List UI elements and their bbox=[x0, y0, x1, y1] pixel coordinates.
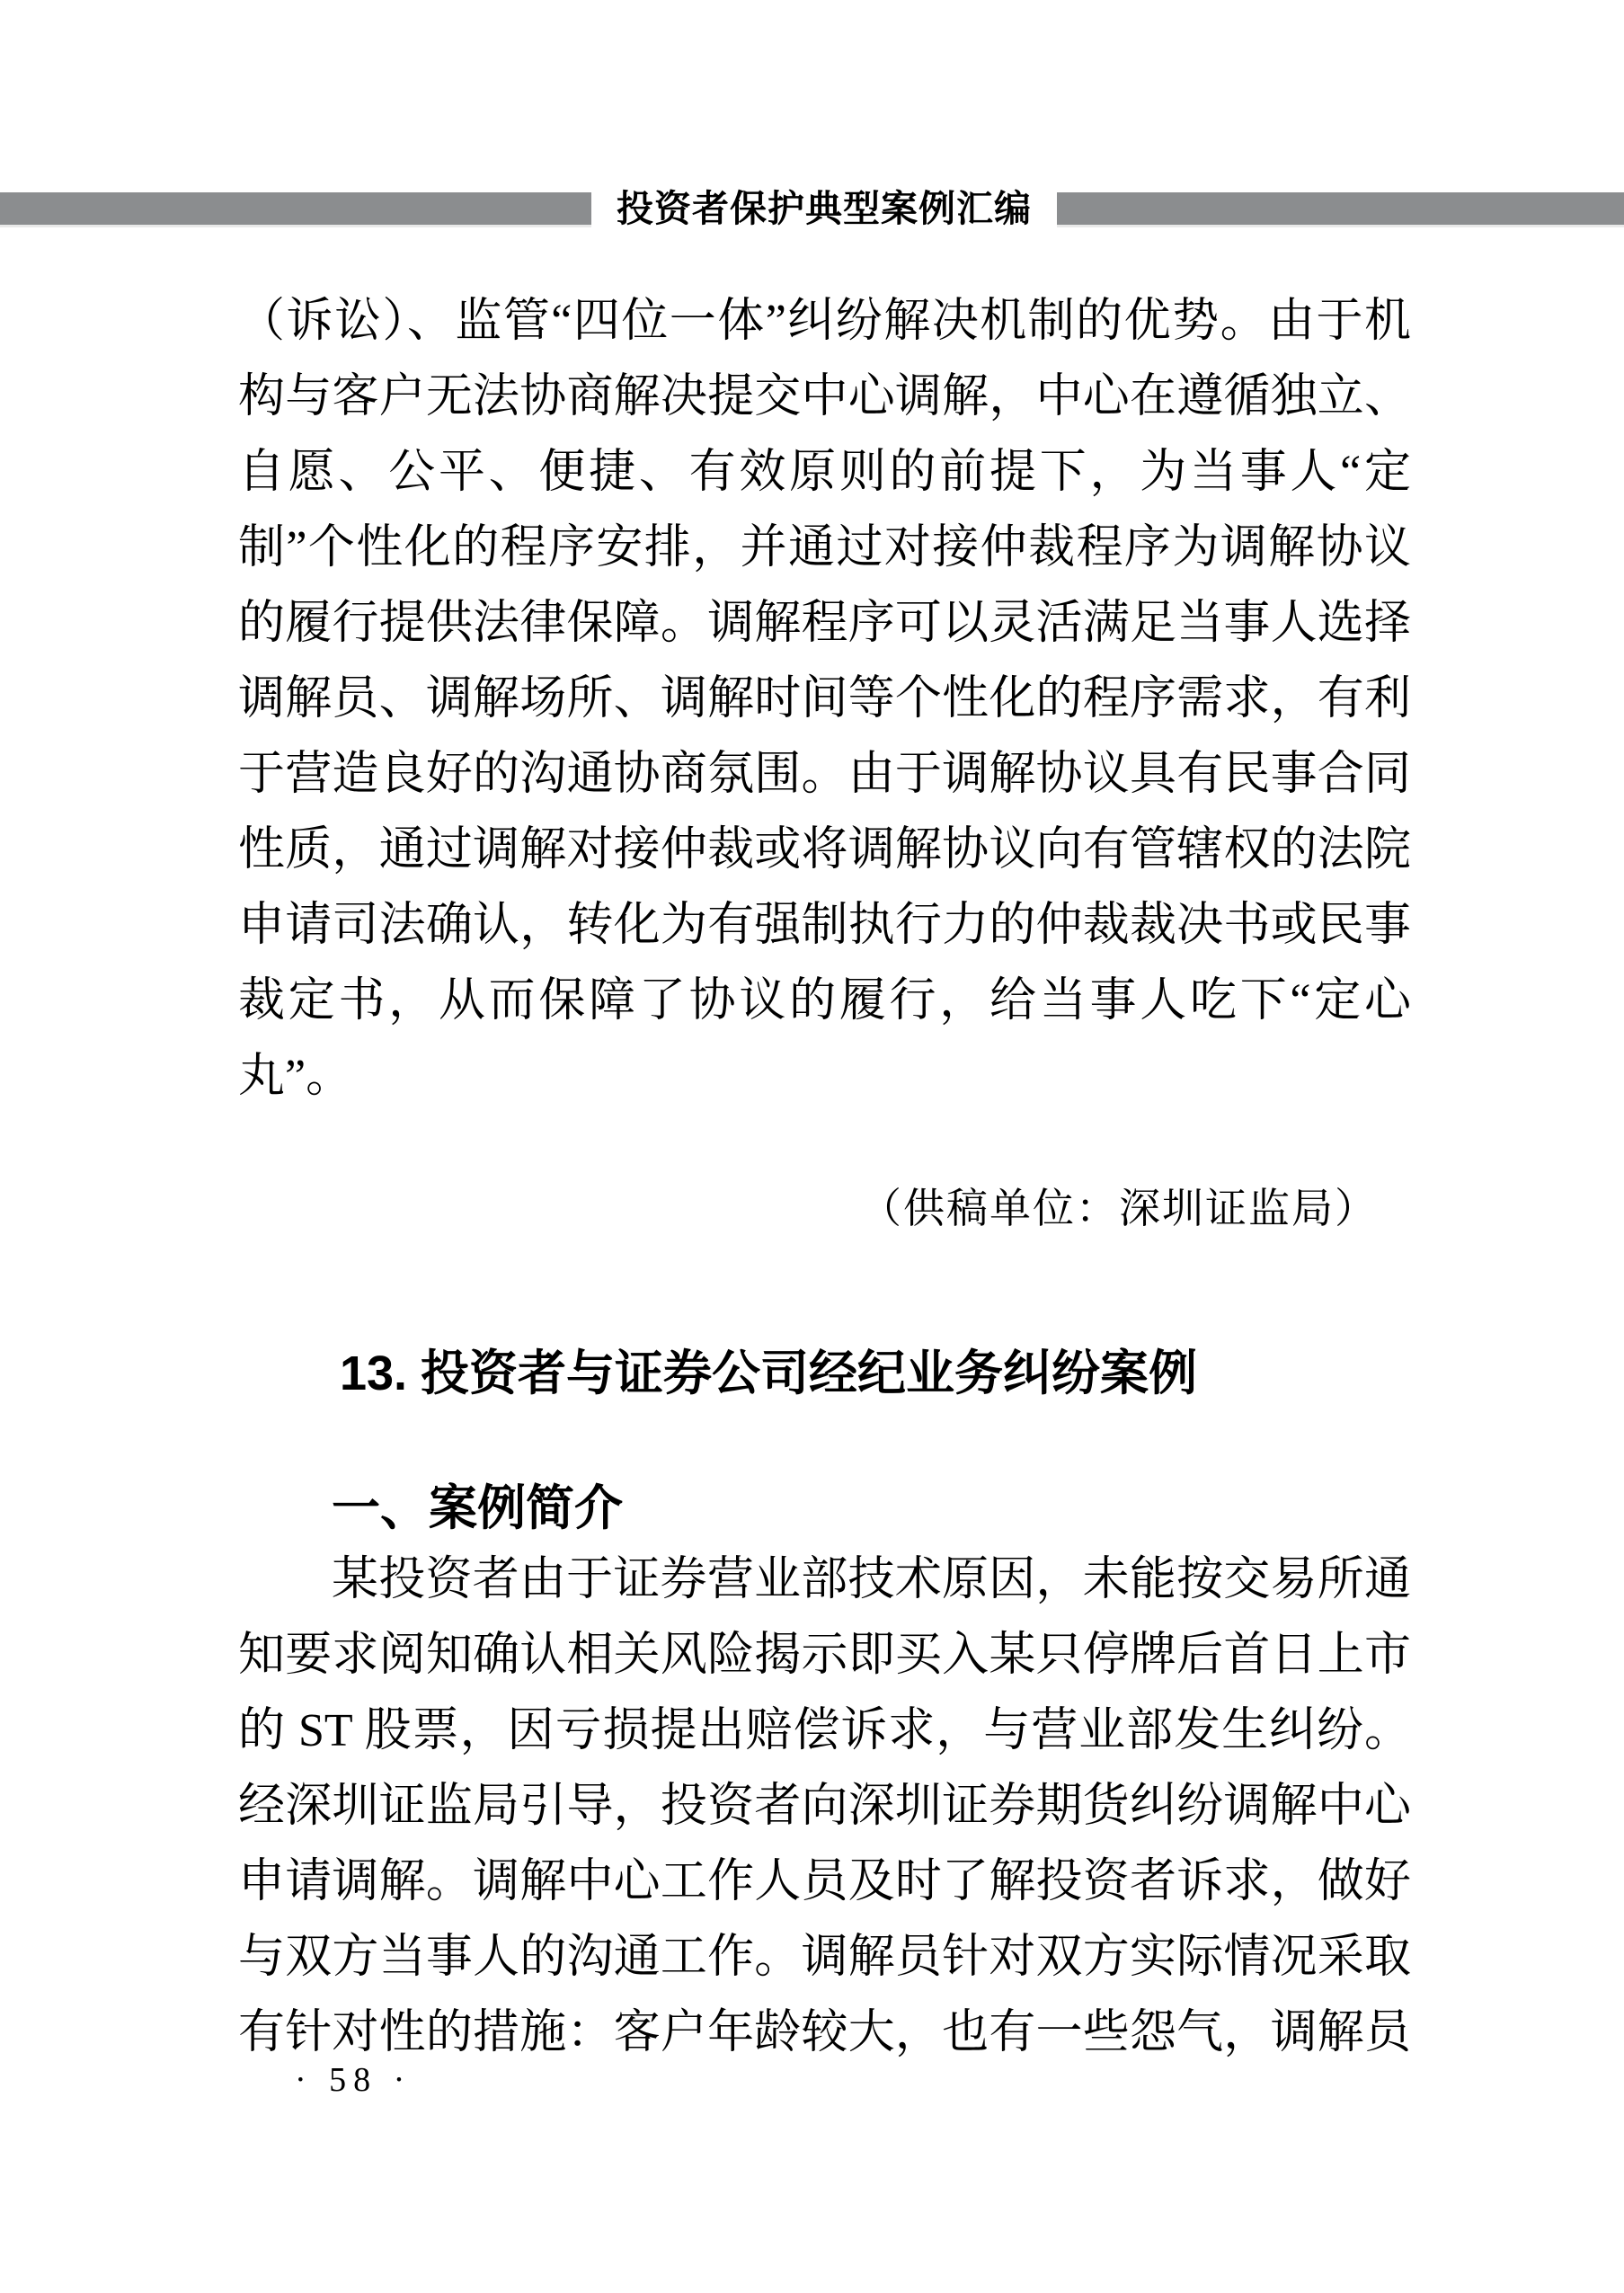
continued-paragraph bbox=[238, 284, 1411, 1115]
text-line: 经深圳证监局引导，投资者向深圳证券期货纠纷调解中心 bbox=[238, 1781, 1411, 1832]
text-line: 裁定书，从而保障了协议的履行，给当事人吃下“定心 bbox=[238, 975, 1411, 1027]
section-heading: 13. 投资者与证券公司经纪业务纠纷案例 bbox=[339, 1346, 1198, 1400]
running-header-title: 投资者保护典型案例汇编 bbox=[617, 188, 1032, 229]
attribution-line: （供稿单位：深圳证监局） bbox=[860, 1186, 1378, 1231]
text-line: 知要求阅知确认相关风险揭示即买入某只停牌后首日上市 bbox=[238, 1630, 1411, 1681]
header-right-bar bbox=[1057, 192, 1624, 227]
text-line: 构与客户无法协商解决提交中心调解，中心在遵循独立、 bbox=[238, 371, 1411, 422]
text-line: 有针对性的措施：客户年龄较大，也有一些怨气，调解员 bbox=[238, 2007, 1411, 2058]
text-line: 制”个性化的程序安排，并通过对接仲裁程序为调解协议 bbox=[238, 522, 1411, 573]
case-intro-paragraph bbox=[238, 1542, 1411, 2071]
page-number: · 58 · bbox=[295, 2061, 413, 2099]
text-line: 的 ST 股票，因亏损提出赔偿诉求，与营业部发生纠纷。 bbox=[238, 1705, 1411, 1756]
text-line: 申请司法确认，转化为有强制执行力的仲裁裁决书或民事 bbox=[238, 900, 1411, 951]
text-line: 与双方当事人的沟通工作。调解员针对双方实际情况采取 bbox=[238, 1932, 1411, 1983]
text-line: 申请调解。调解中心工作人员及时了解投资者诉求，做好 bbox=[238, 1856, 1411, 1907]
text-line: 性质，通过调解对接仲裁或将调解协议向有管辖权的法院 bbox=[238, 824, 1411, 875]
text-line: 于营造良好的沟通协商氛围。由于调解协议具有民事合同 bbox=[238, 749, 1411, 800]
text-line: 丸”。 bbox=[238, 1051, 353, 1102]
subsection-heading: 一、案例简介 bbox=[332, 1481, 623, 1535]
text-line: 自愿、公平、便捷、有效原则的前提下，为当事人“定 bbox=[238, 447, 1411, 498]
text-line: 某投资者由于证券营业部技术原因，未能按交易所通 bbox=[332, 1554, 1411, 1605]
text-line: （诉讼）、监管“四位一体”纠纷解决机制的优势。由于机 bbox=[238, 296, 1411, 347]
header-left-bar bbox=[0, 192, 591, 227]
text-line: 调解员、调解场所、调解时间等个性化的程序需求，有利 bbox=[238, 673, 1411, 724]
text-line: 的履行提供法律保障。调解程序可以灵活满足当事人选择 bbox=[238, 598, 1411, 649]
